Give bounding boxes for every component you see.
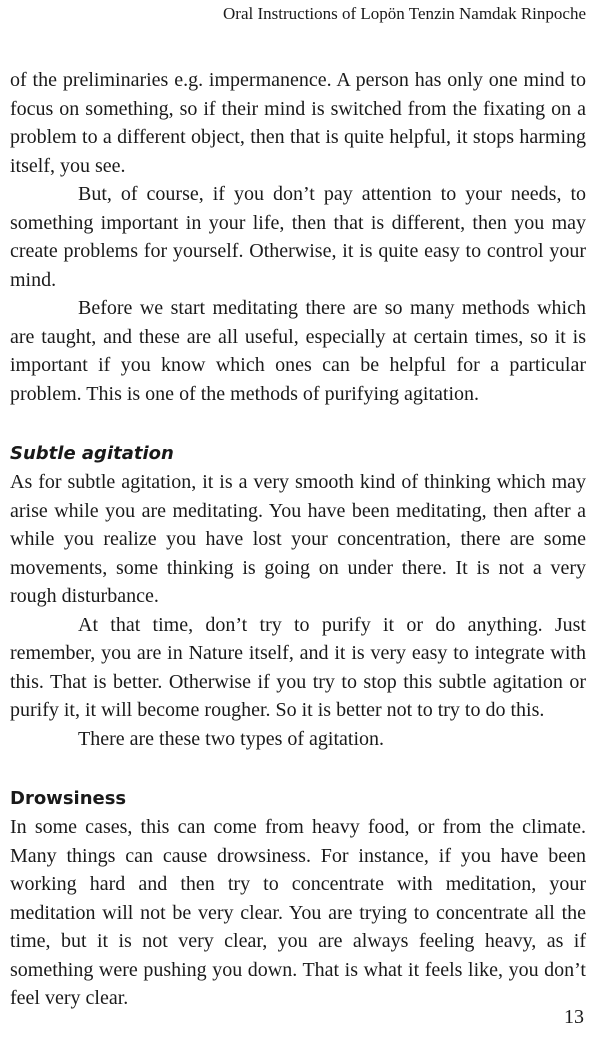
paragraph-nature: At that time, don’t try to purify it or do anything. Just remember, you are in Nature itself, and it is very easy to integrate with this. That is better. Otherwise if you try to stop this subtle agitation or purify it, it will become rougher. So it is better not to try to do this.: [10, 613, 586, 721]
paragraph-methods: Before we start meditating there are so many methods which are taught, and these are all useful, especially at certain times, so it is important if you know which ones can be helpful for a particular problem. This is one of the methods of purifying agitation.: [10, 297, 586, 405]
running-header: Oral Instructions of Lopön Tenzin Namdak Rinpoche: [223, 4, 586, 23]
section-heading-drowsiness: Drowsiness: [10, 788, 127, 809]
paragraph-preliminaries: of the preliminaries e.g. impermanence. A person has only one mind to focus on something, so if their mind is switched from the fixating on a problem to a different object, then that is quite helpful, it stops harming itself, you see.: [10, 69, 586, 177]
paragraph-two-types: There are these two types of agitation.: [78, 727, 384, 750]
paragraph-drowsiness: In some cases, this can come from heavy food, or from the climate. Many things can cause drowsiness. For instance, if you have been working hard and then try to concentrate with meditation, your meditation will not be very clear. You are trying to concentrate all the time, but it is not very clear, you are always feeling heavy, as if something were pushing you down. That is what it feels like, you don’t feel very clear.: [10, 816, 586, 1009]
paragraph-needs: But, of course, if you don’t pay attention to your needs, to something important in your life, then that is different, then you may create problems for yourself. Otherwise, it is quite easy to control your mind.: [10, 183, 586, 291]
page-number: 13: [564, 1006, 584, 1028]
page-body: [10, 66, 586, 1013]
section-heading-subtle-agitation: Subtle agitation: [10, 443, 174, 464]
paragraph-subtle-agitation: As for subtle agitation, it is a very smooth kind of thinking which may arise while you are meditating. You have been meditating, then after a while you realize you have lost your concentration, there are some movements, some thinking is going on under there. It is not a very rough disturbance.: [10, 471, 586, 607]
